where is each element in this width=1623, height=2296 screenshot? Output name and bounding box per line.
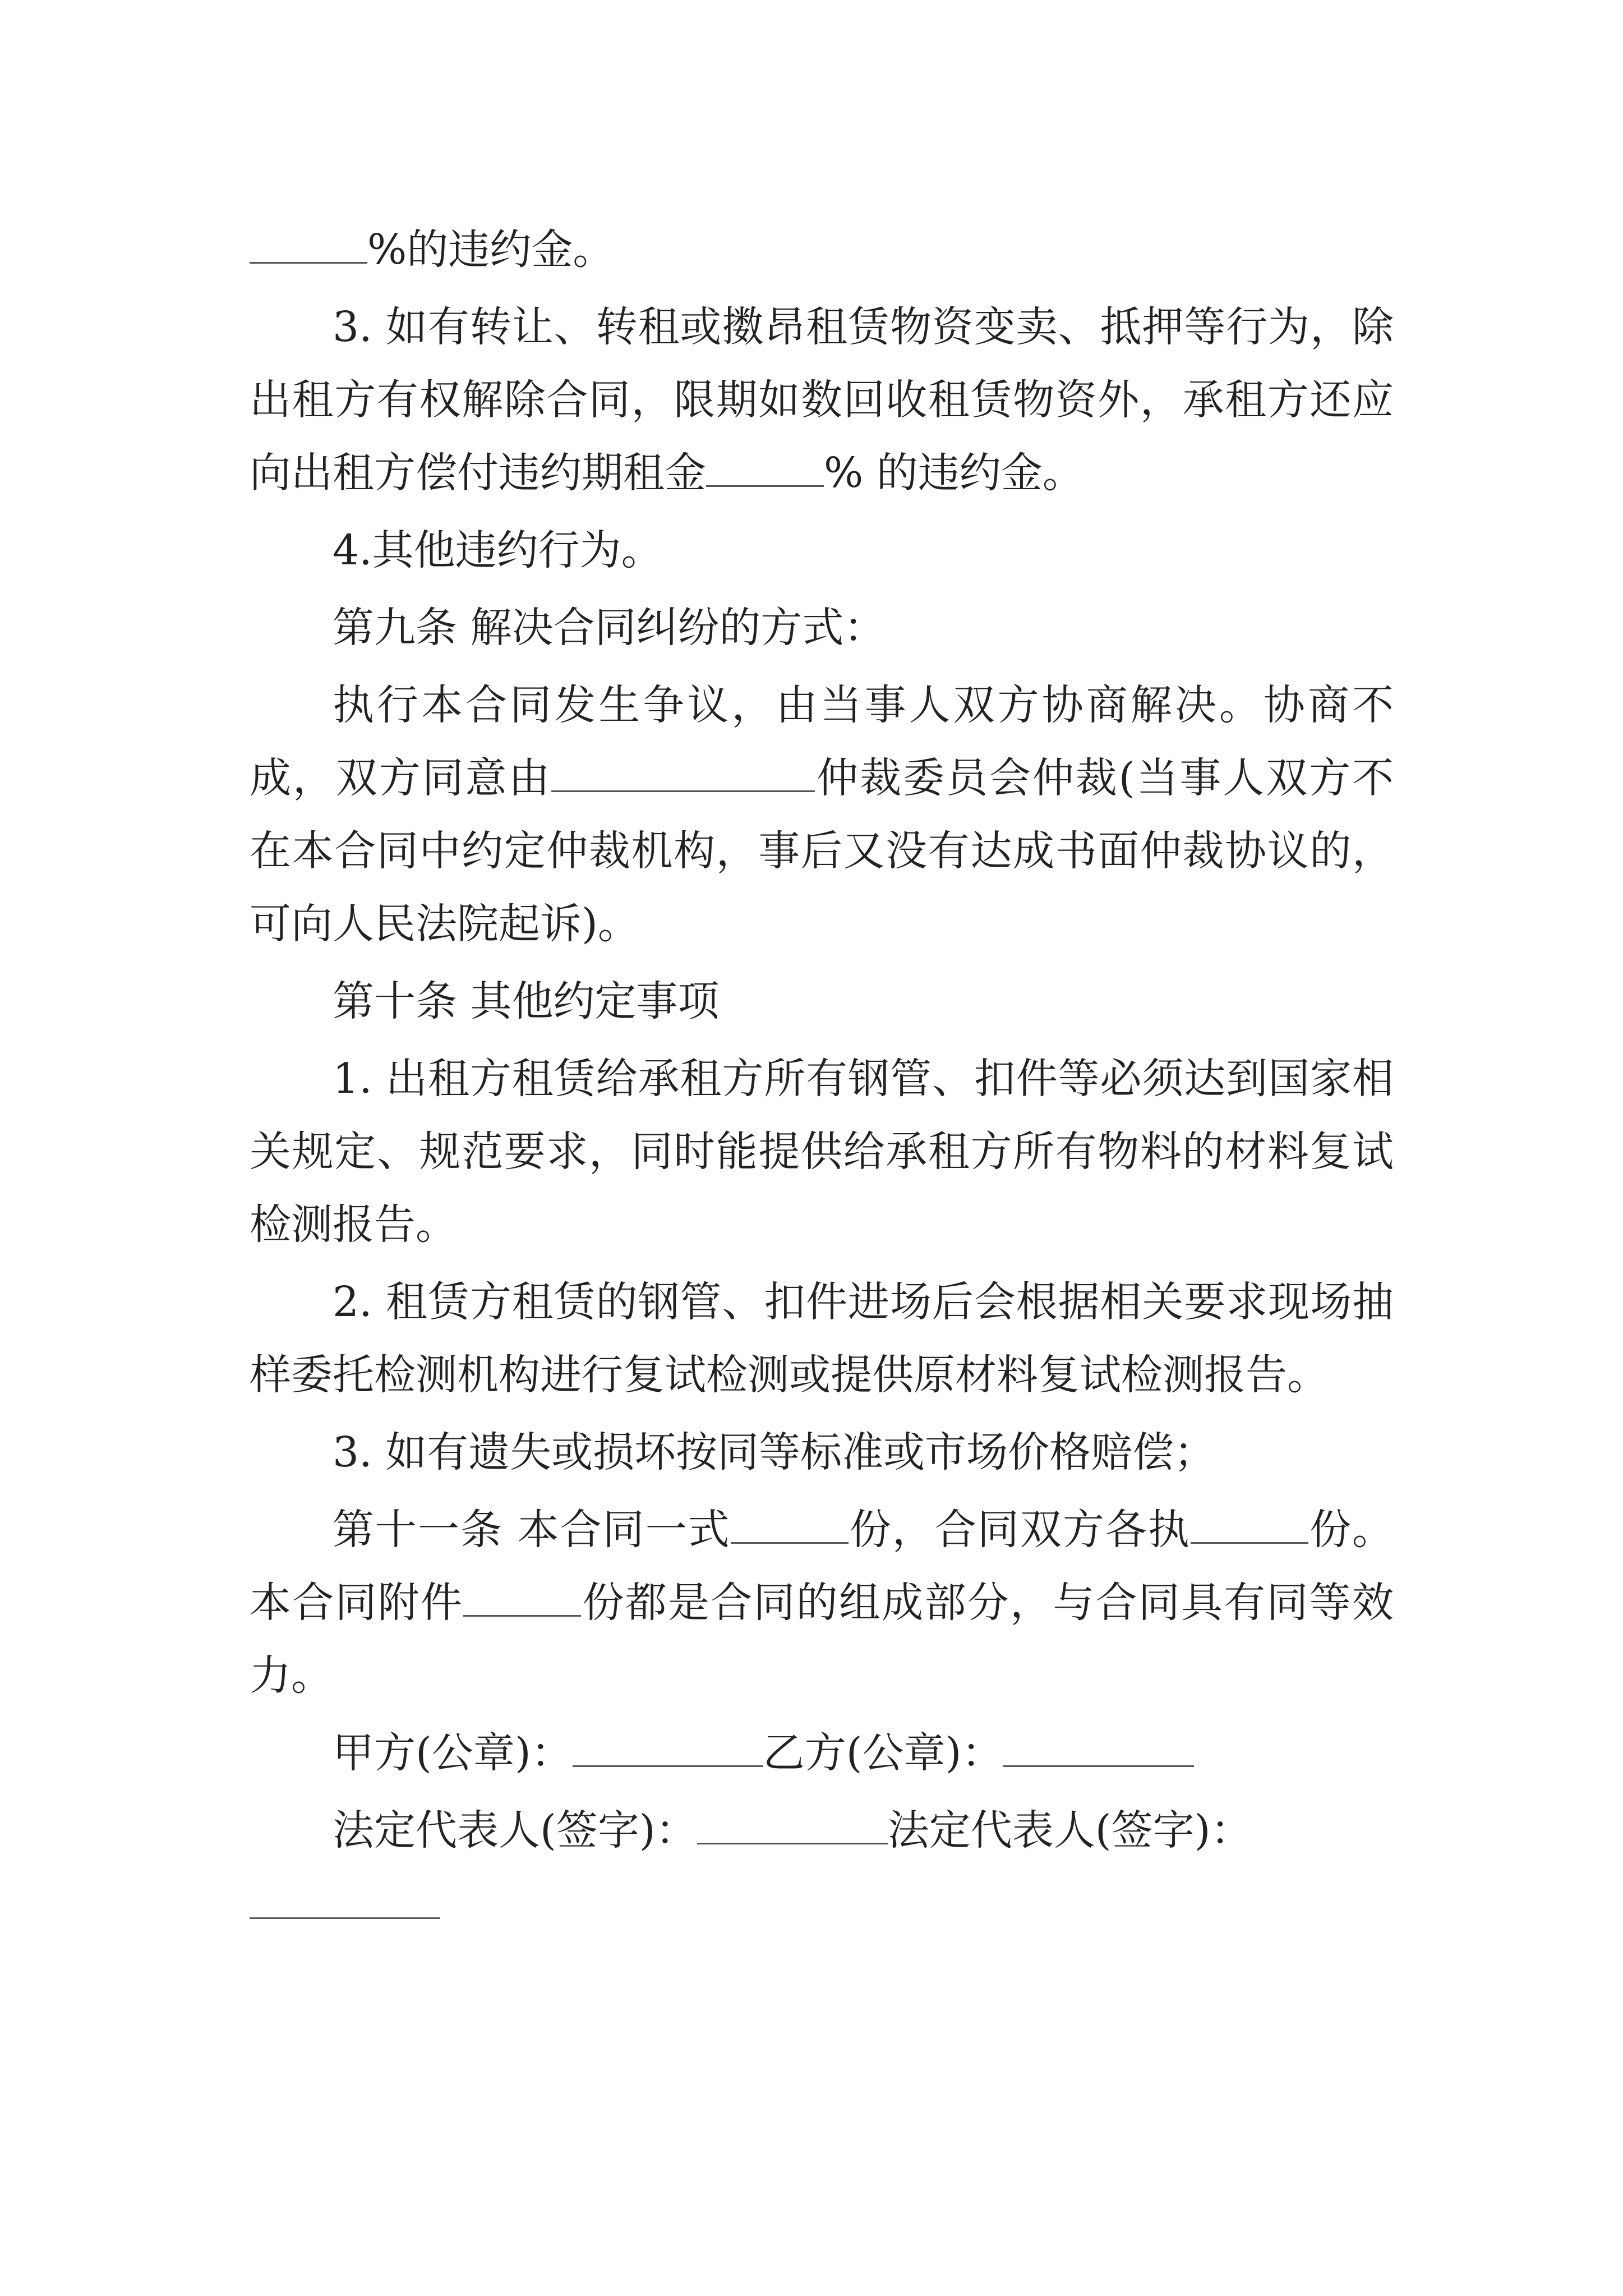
text: 份。本合同附件 <box>250 1506 1394 1627</box>
blank-line <box>697 1798 888 1844</box>
text: 份，合同双方各执 <box>848 1506 1191 1554</box>
blank-line <box>731 1497 849 1544</box>
party-a-seal-label: 甲方(公章)： <box>333 1729 573 1777</box>
text: %的违约金。 <box>367 226 615 274</box>
blank-line <box>706 440 824 487</box>
article-11-copies <box>250 1493 1394 1712</box>
blank-line <box>551 746 815 792</box>
article-9-heading: 第九条 解决合同纠纷的方式： <box>333 604 886 652</box>
blank-line <box>463 1570 581 1617</box>
party-b-seal-label: 乙方(公章)： <box>763 1729 1003 1777</box>
contract-body <box>250 213 1394 1919</box>
party-b-rep-label: 法定代表人(签字)： <box>887 1806 1252 1855</box>
blank-line <box>250 217 367 264</box>
blank-line <box>1003 1720 1194 1767</box>
paragraph-item-2: 2. 租赁方租赁的钢管、扣件进场后会根据相关要求现场抽样委托检测机构进行复试检测或提供原材料复试检测报告。 <box>250 1278 1394 1399</box>
blank-line <box>1191 1497 1308 1544</box>
text: 份都是合同的组成部分，与合同具有同等效力。 <box>250 1579 1394 1700</box>
signature-row-seal <box>250 1717 1394 1789</box>
paragraph-penalty-percent <box>250 213 1394 286</box>
paragraph-transfer-penalty <box>250 291 1394 509</box>
party-a-rep-label: 法定代表人(签字)： <box>333 1806 697 1855</box>
text: 3. 如有转让、转租或擞昂租赁物资变卖、抵押等行为，除出租方有权解除合同，限期如数回收租赁物资外，承租方还应向出租方偿付违约期租金 <box>250 303 1394 497</box>
text: % 的违约金。 <box>824 449 1084 497</box>
article-10-heading: 第十条 其他约定事项 <box>333 977 720 1025</box>
text: 仲裁委员会仲裁(当事人双方不在本合同中约定仲裁机构，事后又没有达成书面仲裁协议的，可向人民法院起诉)。 <box>250 754 1394 948</box>
signature-row-representative <box>250 1794 1394 1867</box>
paragraph-item-3: 3. 如有遗失或损坏按同等标准或市场价格赔偿； <box>333 1428 1216 1476</box>
text: 执行本合同发生争议，由当事人双方协商解决。协商不成，双方同意由 <box>250 681 1394 802</box>
paragraph-other-breach: 4.其他违约行为。 <box>333 526 663 574</box>
text: 第十一条 本合同一式 <box>333 1506 731 1554</box>
blank-line <box>250 1872 440 1919</box>
blank-line <box>573 1720 763 1767</box>
paragraph-item-1: 1. 出租方租赁给承租方所有钢管、扣件等必须达到国家相关规定、规范要求，同时能提供给承租方所有物料的材料复试检测报告。 <box>250 1055 1394 1249</box>
paragraph-dispute-resolution <box>250 669 1394 960</box>
